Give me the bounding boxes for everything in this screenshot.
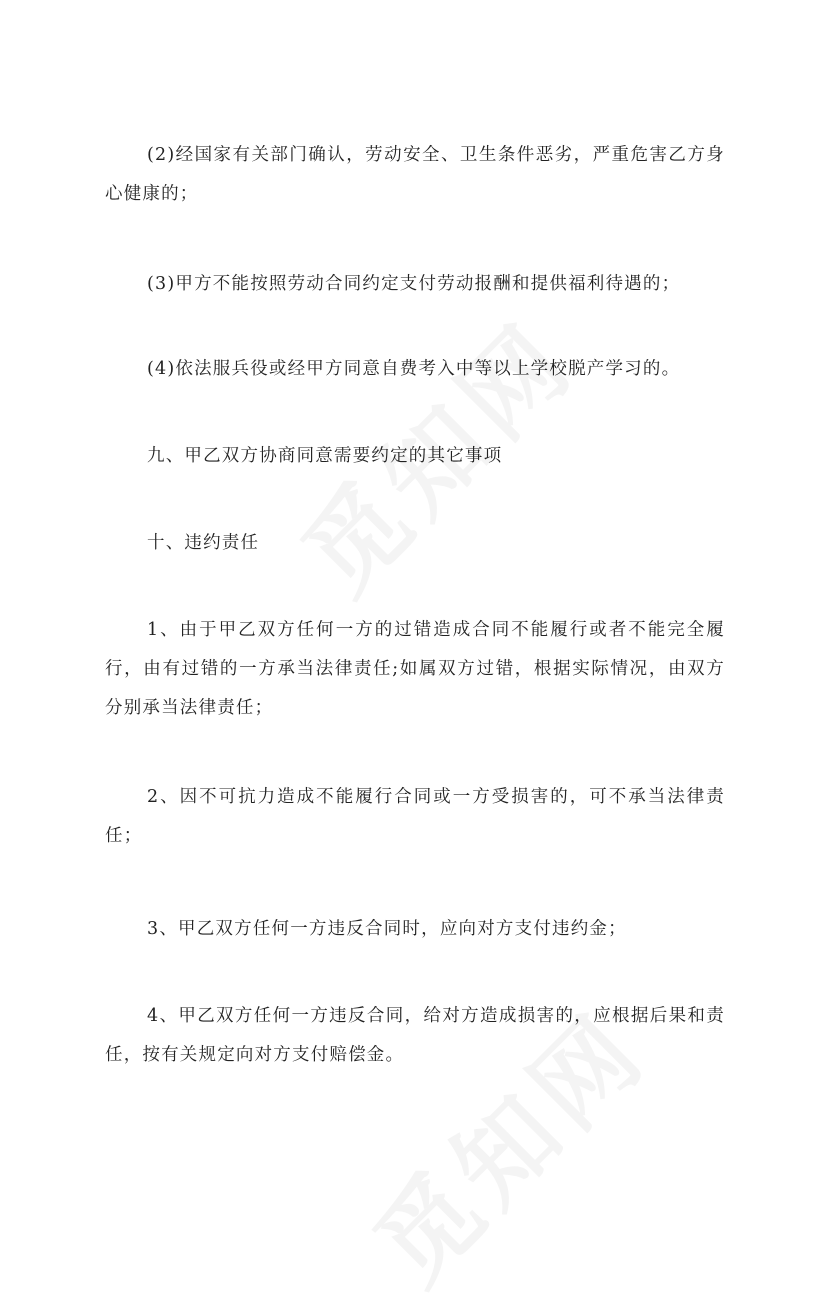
- paragraph-liability-4: 4、甲乙双方任何一方违反合同，给对方造成损害的，应根据后果和责任，按有关规定向对方支付赔偿金。: [105, 1006, 725, 1065]
- paragraph-liability-3: 3、甲乙双方任何一方违反合同时，应向对方支付违约金；: [147, 919, 627, 939]
- paragraph-clause-2: (2)经国家有关部门确认，劳动安全、卫生条件恶劣，严重危害乙方身心健康的；: [105, 145, 725, 204]
- paragraph-liability-2: 2、因不可抗力造成不能履行合同或一方受损害的，可不承当法律责任；: [105, 787, 725, 846]
- section-heading-9: 九、甲乙双方协商同意需要约定的其它事项: [147, 446, 503, 466]
- paragraph-liability-1: 1、由于甲乙双方任何一方的过错造成合同不能履行或者不能完全履行，由有过错的一方承当法律责任;如属双方过错，根据实际情况，由双方分别承当法律责任；: [105, 620, 725, 718]
- paragraph-clause-3: (3)甲方不能按照劳动合同约定支付劳动报酬和提供福利待遇的；: [147, 274, 681, 294]
- section-heading-10: 十、违约责任: [147, 533, 260, 553]
- paragraph-clause-4: (4)依法服兵役或经甲方同意自费考入中等以上学校脱产学习的。: [147, 359, 681, 379]
